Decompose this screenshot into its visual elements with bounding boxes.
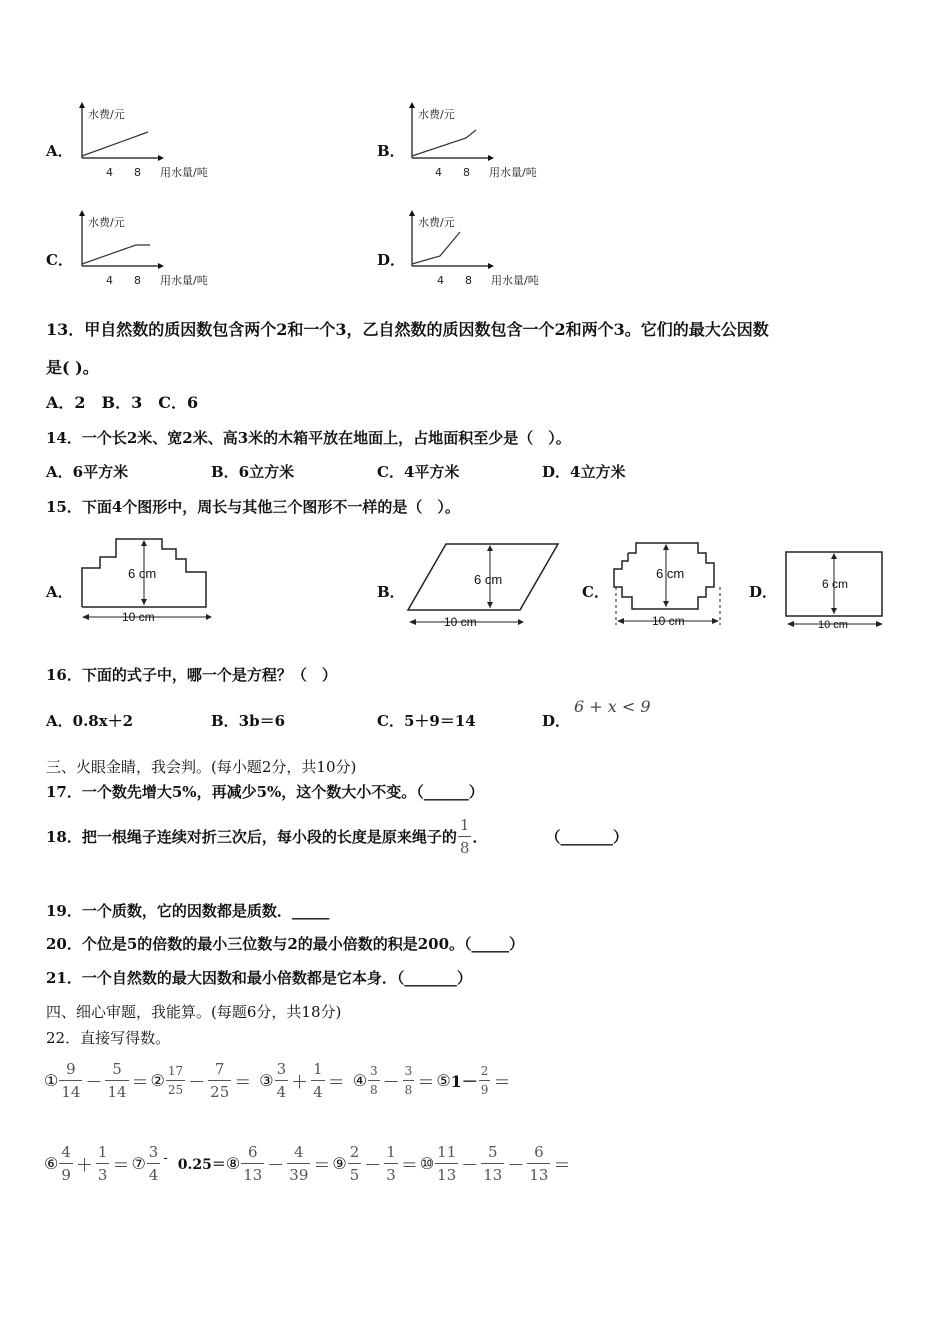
q17[interactable]: 17．一个数先增大5%，再减少5%，这个数大小不变。（______） [46,783,484,801]
chart-a-tick-8: 8 [134,166,141,179]
q15-d-width: 10 cm [818,619,848,631]
q15-option-c-label: C． [582,583,609,601]
option-a-label: A． [46,142,73,160]
q16-option-d-expression: 6 + x < 9 [574,697,651,716]
q15-shape-a[interactable] [76,535,216,625]
chart-c-tick-8: 8 [134,274,141,287]
q21[interactable]: 21．一个自然数的最大因数和最小倍数都是它本身．（_______） [46,969,472,987]
q13-line1: 13．甲自然数的质因数包含两个2和一个3，乙自然数的质因数包含一个2和两个3。它们的最大公因数 [46,320,769,339]
q18-tail: ． [472,828,488,846]
q19[interactable]: 19．一个质数，它的因数都是质数．_____ [46,902,330,920]
chart-d-ylabel: 水费/元 [418,216,455,229]
section-4-heading: 四、细心审题，我能算。(每题6分，共18分) [46,1003,342,1021]
q22-row1: ① $\frac{9}{14}$ － $\frac{5}{14}$ ＝ ② $\frac{17}{25}$ － $\frac{7}{25}$ ＝ ③ $\frac{3}{4}$ ＋ $\frac{1}{4}$ ＝ ④ $\frac{3}{8}$ － $\frac{3}{8}$ ＝ ⑤ 1－ $\frac{2}{9}$ ＝ [44,1060,511,1101]
chart-c-xlabel: 用水量/吨 [160,274,208,287]
item-8-marker: ⑧ [225,1154,241,1173]
chart-b-xlabel: 用水量/吨 [489,166,537,179]
q15-option-a-label: A． [46,583,73,601]
fraction-1-3-a: $\frac{1}{3}$ [97,1143,108,1184]
item-10-marker: ⑩ [419,1154,435,1173]
q16-stem: 16．下面的式子中，哪一个是方程？（ ） [46,666,337,684]
fraction-2-5: $\frac{2}{5}$ [349,1143,360,1184]
fraction-9-14: $\frac{9}{14}$ [61,1060,81,1101]
fraction-2-9: $\frac{2}{9}$ [480,1064,489,1097]
fraction-6-13: $\frac{6}{13}$ [243,1143,263,1184]
item-6-marker: ⑥ [44,1154,59,1173]
q15-shape-d[interactable] [778,540,896,632]
item-2-marker: ② [150,1071,165,1090]
item-5-marker: ⑤ [436,1071,451,1090]
q15-c-width: 10 cm [652,614,685,628]
item-4-marker: ④ [352,1071,368,1090]
q15-option-d-label: D． [749,583,778,601]
item-9-marker: ⑨ [332,1154,347,1173]
chart-d-line [412,232,460,264]
q20[interactable]: 20．个位是5的倍数的最小三位数与2的最小倍数的积是200。（_____） [46,935,525,953]
q14-option-d[interactable]: D．4立方米 [542,463,626,481]
q16-option-b[interactable]: B．3b＝6 [211,712,286,730]
chart-b-ylabel: 水费/元 [418,108,455,121]
fraction-5-13: $\frac{5}{13}$ [483,1143,503,1184]
q13-options[interactable]: A．2 B．3 C．6 [46,393,199,412]
fraction-3-4-b: $\frac{3}{4}$ [148,1143,159,1184]
chart-d-xlabel: 用水量/吨 [491,274,539,287]
option-d-label: D． [377,251,406,269]
chart-option-c[interactable] [70,208,230,293]
q15-d-height: 6 cm [822,577,849,591]
item-1-marker: ① [44,1071,59,1090]
q15-shape-b[interactable] [402,540,564,632]
q15-stem: 15．下面4个图形中，周长与其他三个图形不一样的是（ ）。 [46,498,460,516]
fraction-4-9: $\frac{4}{9}$ [61,1143,71,1184]
fraction-5-14: $\frac{5}{14}$ [107,1060,127,1101]
fraction-1-4: $\frac{1}{4}$ [313,1060,323,1101]
option-c-label: C． [46,251,73,269]
chart-d-tick-8: 8 [465,274,472,287]
q18[interactable] [46,816,628,857]
fraction-7-25: $\frac{7}{25}$ [210,1060,230,1101]
fraction-6-13-b: $\frac{6}{13}$ [529,1143,549,1184]
fraction-3-8-a: $\frac{3}{8}$ [370,1064,378,1097]
fraction-3-4: $\frac{3}{4}$ [276,1060,287,1101]
q18-text: 18．把一根绳子连续对折三次后，每小段的长度是原来绳子的 [46,828,457,846]
chart-a-xlabel: 用水量/吨 [160,166,208,179]
q14-option-c[interactable]: C．4平方米 [377,463,460,481]
q22-stem: 22．直接写得数。 [46,1029,171,1047]
q14-stem: 14．一个长2米、宽2米、高3米的木箱平放在地面上，占地面积至少是（ ）。 [46,429,571,447]
q15-b-width: 10 cm [444,615,477,629]
fraction-3-8-b: $\frac{3}{8}$ [404,1064,413,1097]
chart-option-b[interactable] [400,100,560,185]
chart-a-ylabel: 水费/元 [88,108,125,121]
q18-answer-blank[interactable]: （_______） [545,828,628,846]
option-b-label: B． [377,142,405,160]
q15-a-height: 6 cm [128,566,157,581]
q15-b-height: 6 cm [474,572,503,587]
q15-c-height: 6 cm [656,566,685,581]
item-3-marker: ③ [259,1071,274,1090]
q14-option-a[interactable]: A．6平方米 [46,463,129,481]
fraction-17-25: $\frac{17}{25}$ [167,1064,184,1097]
fraction-1-3-b: $\frac{1}{3}$ [386,1143,396,1184]
chart-a-line [82,132,148,156]
chart-c-line [82,245,150,264]
q13-line2: 是( )。 [46,358,99,377]
q16-option-c[interactable]: C．5＋9＝14 [377,712,476,730]
item-7-marker: ⑦ [131,1154,146,1173]
q16-option-d[interactable]: D． [542,712,571,730]
chart-b-line [412,130,476,156]
chart-d-tick-4: 4 [437,274,444,287]
q22-row2: ⑥ $\frac{4}{9}$ ＋ $\frac{1}{3}$ ＝ ⑦ $\frac{3}{4}$ - 0.25＝ ⑧ $\frac{6}{13}$ － $\frac{4}{39}$ ＝ ⑨ $\frac{2}{5}$ － $\frac{1}{3}$ ＝ ⑩ $\frac{11}{13}$ － $\frac{5}{13}$ － $\frac{6}{13}$ ＝ [44,1143,571,1184]
q18-fraction: $\frac{1}{8}$ [459,816,470,857]
q15-a-width: 10 cm [122,610,155,624]
q14-option-b[interactable]: B．6立方米 [211,463,295,481]
chart-b-tick-8: 8 [463,166,470,179]
q15-option-b-label: B． [377,583,405,601]
chart-c-ylabel: 水费/元 [88,216,125,229]
q15-shape-c[interactable] [608,535,728,631]
chart-c-tick-4: 4 [106,274,113,287]
fraction-4-39: $\frac{4}{39}$ [289,1143,309,1184]
chart-a-tick-4: 4 [106,166,113,179]
chart-option-a[interactable] [70,100,230,185]
chart-option-d[interactable] [400,208,560,293]
chart-b-tick-4: 4 [435,166,442,179]
fraction-11-13: $\frac{11}{13}$ [437,1143,457,1184]
section-3-heading: 三、火眼金睛，我会判。(每小题2分，共10分) [46,758,357,776]
q16-option-a[interactable]: A．0.8x＋2 [46,712,134,730]
